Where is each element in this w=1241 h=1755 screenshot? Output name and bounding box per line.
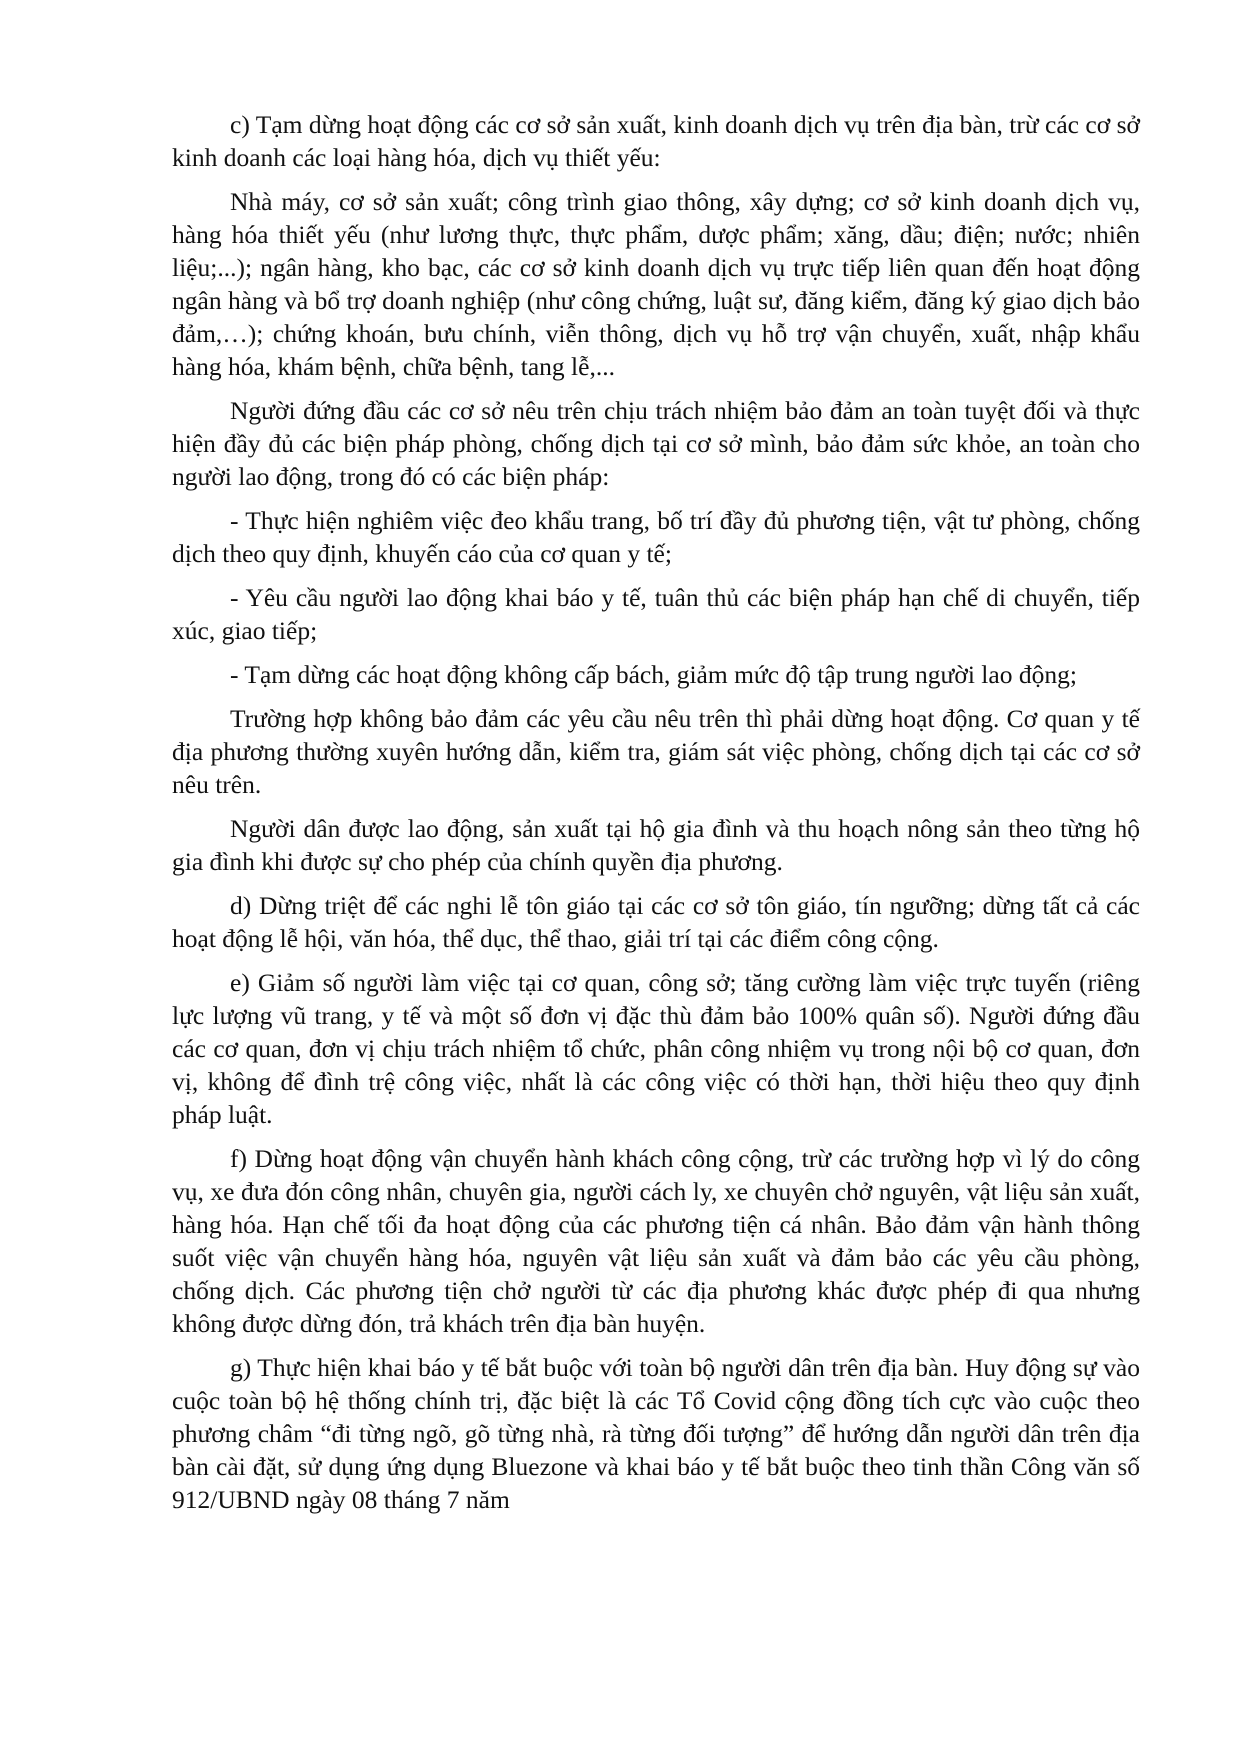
bullet-masks: - Thực hiện nghiêm việc đeo khẩu trang, bố trí đầy đủ phương tiện, vật tư phòng, chống dịch theo quy định, khuyến cáo của cơ quan y tế; <box>172 506 1140 568</box>
paragraph-noncompliance: Trường hợp không bảo đảm các yêu cầu nêu trên thì phải dừng hoạt động. Cơ quan y tế địa phương thường xuyên hướng dẫn, kiểm tra, giám sát việc phòng, chống dịch tại các cơ sở nêu trên. <box>172 704 1140 799</box>
paragraph-responsibility: Người đứng đầu các cơ sở nêu trên chịu trách nhiệm bảo đảm an toàn tuyệt đối và thực hiện đầy đủ các biện pháp phòng, chống dịch tại cơ sở mình, bảo đảm sức khỏe, an toàn cho người lao động, trong đó có các biện pháp: <box>172 396 1140 491</box>
paragraph-g: g) Thực hiện khai báo y tế bắt buộc với toàn bộ người dân trên địa bàn. Huy động sự vào cuộc toàn bộ hệ thống chính trị, đặc biệt là các Tổ Covid cộng đồng tích cực vào cuộc theo phương châm “đi từng ngõ, gõ từng nhà, rà từng đối tượng” để hướng dẫn người dân trên địa bàn cài đặt, sử dụng ứng dụng Bluezone và khai báo y tế bắt buộc theo tinh thần Công văn số 912/UBND ngày 08 tháng 7 năm <box>172 1353 1140 1514</box>
paragraph-f: f) Dừng hoạt động vận chuyển hành khách công cộng, trừ các trường hợp vì lý do công vụ, xe đưa đón công nhân, chuyên gia, người cách ly, xe chuyên chở nguyên, vật liệu sản xuất, hàng hóa. Hạn chế tối đa hoạt động của các phương tiện cá nhân. Bảo đảm vận hành thông suốt việc vận chuyển hàng hóa, nguyên vật liệu sản xuất và đảm bảo các yêu cầu phòng, chống dịch. Các phương tiện chở người từ các địa phương khác được phép đi qua nhưng không được dừng đón, trả khách trên địa bàn huyện. <box>172 1144 1140 1338</box>
paragraph-essential-services: Nhà máy, cơ sở sản xuất; công trình giao thông, xây dựng; cơ sở kinh doanh dịch vụ, hàng hóa thiết yếu (như lương thực, thực phẩm, dược phẩm; xăng, dầu; điện; nước; nhiên liệu;...); ngân hàng, kho bạc, các cơ sở kinh doanh dịch vụ trực tiếp liên quan đến hoạt động ngân hàng và bổ trợ doanh nghiệp (như công chứng, luật sư, đăng kiểm, đăng ký giao dịch bảo đảm,…); chứng khoán, bưu chính, viễn thông, dịch vụ hỗ trợ vận chuyển, xuất, nhập khẩu hàng hóa, khám bệnh, chữa bệnh, tang lễ,... <box>172 187 1140 381</box>
document-body <box>172 108 1140 1527</box>
bullet-suspend-activities: - Tạm dừng các hoạt động không cấp bách, giảm mức độ tập trung người lao động; <box>230 660 1077 689</box>
paragraph-household-work: Người dân được lao động, sản xuất tại hộ gia đình và thu hoạch nông sản theo từng hộ gia đình khi được sự cho phép của chính quyền địa phương. <box>172 814 1140 876</box>
paragraph-e: e) Giảm số người làm việc tại cơ quan, công sở; tăng cường làm việc trực tuyến (riêng lực lượng vũ trang, y tế và một số đơn vị đặc thù đảm bảo 100% quân số). Người đứng đầu các cơ quan, đơn vị chịu trách nhiệm tổ chức, phân công nhiệm vụ trong nội bộ cơ quan, đơn vị, không để đình trệ công việc, nhất là các công việc có thời hạn, thời hiệu theo quy định pháp luật. <box>172 968 1140 1129</box>
bullet-health-declaration: - Yêu cầu người lao động khai báo y tế, tuân thủ các biện pháp hạn chế di chuyển, tiếp xúc, giao tiếp; <box>172 583 1140 645</box>
paragraph-d: d) Dừng triệt để các nghi lễ tôn giáo tại các cơ sở tôn giáo, tín ngưỡng; dừng tất cả các hoạt động lễ hội, văn hóa, thể dục, thể thao, giải trí tại các điểm công cộng. <box>172 891 1140 953</box>
paragraph-c: c) Tạm dừng hoạt động các cơ sở sản xuất, kinh doanh dịch vụ trên địa bàn, trừ các cơ sở kinh doanh các loại hàng hóa, dịch vụ thiết yếu: <box>172 110 1140 172</box>
